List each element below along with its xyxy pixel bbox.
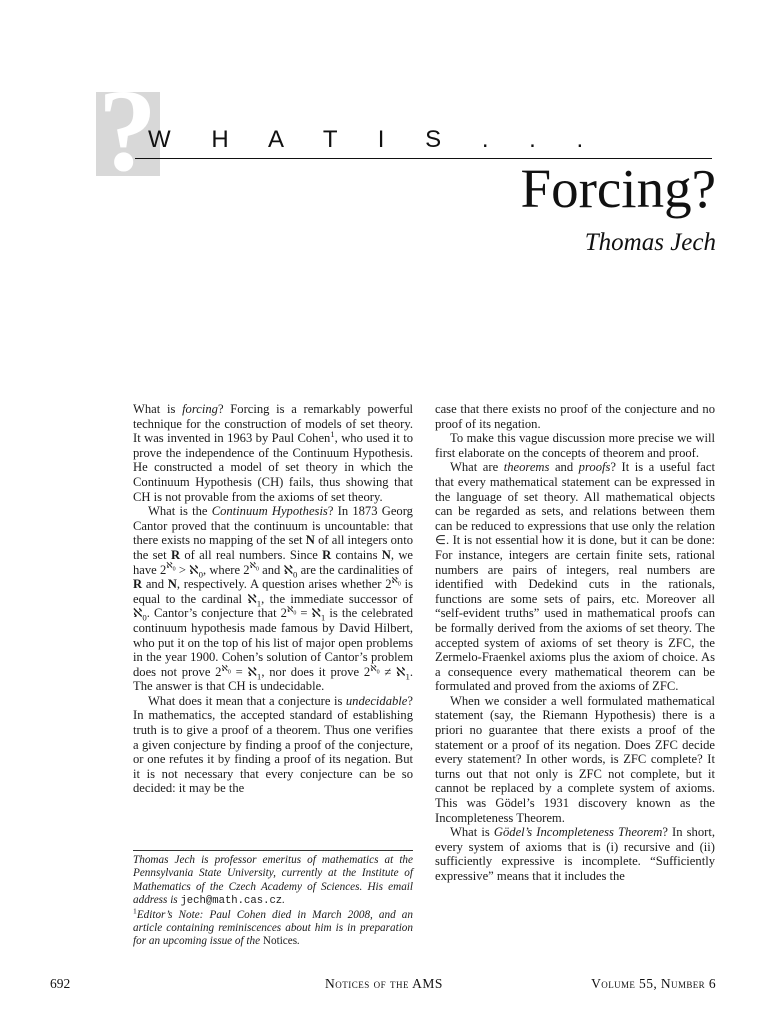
right-column [435,402,715,884]
paragraph: What are theorems and proofs? It is a useful fact that every mathematical statement can be expressed in the language of set theory. All mathematical objects can be regarded as sets, and relations between them can be reduced to expressions that use only the relation ∈. It is not essential how it is done, but it can be done: For instance, integers are certain finite sets, rational numbers are pairs of integers, real numbers are identified with Dedekind cuts in the rationals, functions are some sets of pairs, etc. Moreover all “self-evident truths” used in mathematical proofs can be formally derived from the axioms of set theory. The accepted system of axioms of set theory is ZFC, the Zermelo-Fraenkel axioms plus the axiom of choice. As a consequence every mathematical theorem can be formulated and proved from the axioms of ZFC. [435,460,715,694]
column-kicker: W H A T I S . . . [148,126,601,153]
footnotes [133,854,413,949]
volume-info: Volume 55, Number 6 [591,976,716,991]
paragraph: When we consider a well formulated mathematical statement (say, the Riemann Hypothesis) there is a priori no guarantee that there exists a proof of the statement or a proof of its negation. Does ZFC decide every statement? In other words, is ZFC complete? It turns out that not only is ZFC not complete, but it cannot be replaced by a complete system of axioms. This was Gödel’s 1931 discovery known as the Incompleteness Theorem. [435,693,715,825]
paragraph: case that there exists no proof of the conjecture and no proof of its negation. [435,402,715,431]
footnote-separator [133,850,413,851]
article-author: Thomas Jech [584,229,716,256]
author-bio-note: Thomas Jech is professor emeritus of mathematics at the Pennsylvania State University, currently at the Institute of Mathematics of the Czech Academy of Sciences. His email address is jech@math.cas.cz. [133,854,413,908]
left-column [133,402,413,796]
editor-footnote: $^1$Editor’s Note: Paul Cohen died in March 2008, and an article containing reminiscences about him is in preparation for an upcoming issue of the Notices. [133,905,413,948]
paragraph: What is Gödel’s Incompleteness Theorem? In short, every system of axioms that is (i) recursive and (ii) sufficiently expressive is incomplete. “Sufficiently expressive” means that it includes the [435,825,715,883]
paragraph: What does it mean that a conjecture is undecidable? In mathematics, the accepted standard of establishing truth is to give a proof of a theorem. Thus one verifies a given conjecture by finding a proof of the conjecture, or one refutes it by finding a proof of its negation. But it is not necessary that every conjecture can be so decided: it may be the [133,693,413,796]
page-number: 692 [50,976,71,991]
article-title: Forcing? [520,158,716,219]
paragraph: To make this vague discussion more precise we will first elaborate on the concepts of theorem and proof. [435,431,715,460]
journal-name: Notices of the AMS [325,976,443,991]
paragraph: What is the Continuum Hypothesis? In 1873 Georg Cantor proved that the continuum is uncountable: that there exists no mapping of the set N of all integers onto the set R of all real numbers. Since R contains N, we have $2^{ℵ_0}$ > ℵ$_0$, where $2^{ℵ_0}$ and ℵ$_0$ are the cardinalities of R and N, respectively. A question arises whether $2^{ℵ_0}$ is equal to the cardinal ℵ$_1$, the immediate successor of ℵ$_0$. Cantor’s conjecture that $2^{ℵ_0}$ = ℵ$_1$ is the celebrated continuum hypothesis made famous by David Hilbert, who put it on the top of his list of major open problems in the year 1900. Cohen’s solution of Cantor’s problem does not prove $2^{ℵ_0}$ = ℵ$_1$, nor does it prove $2^{ℵ_0}$ ≠ ℵ$_1$. The answer is that CH is undecidable. [133,504,414,694]
question-mark-logo: ? [96,92,160,176]
paragraph: What is forcing? Forcing is a remarkably powerful technique for the construction of models of set theory. It was invented in 1963 by Paul Cohen$^1$, who used it to prove the independence of the Continuum Hypothesis. He constructed a model of set theory in which the Continuum Hypothesis (CH) fails, thus showing that CH is not provable from the axioms of set theory. [133,402,413,504]
